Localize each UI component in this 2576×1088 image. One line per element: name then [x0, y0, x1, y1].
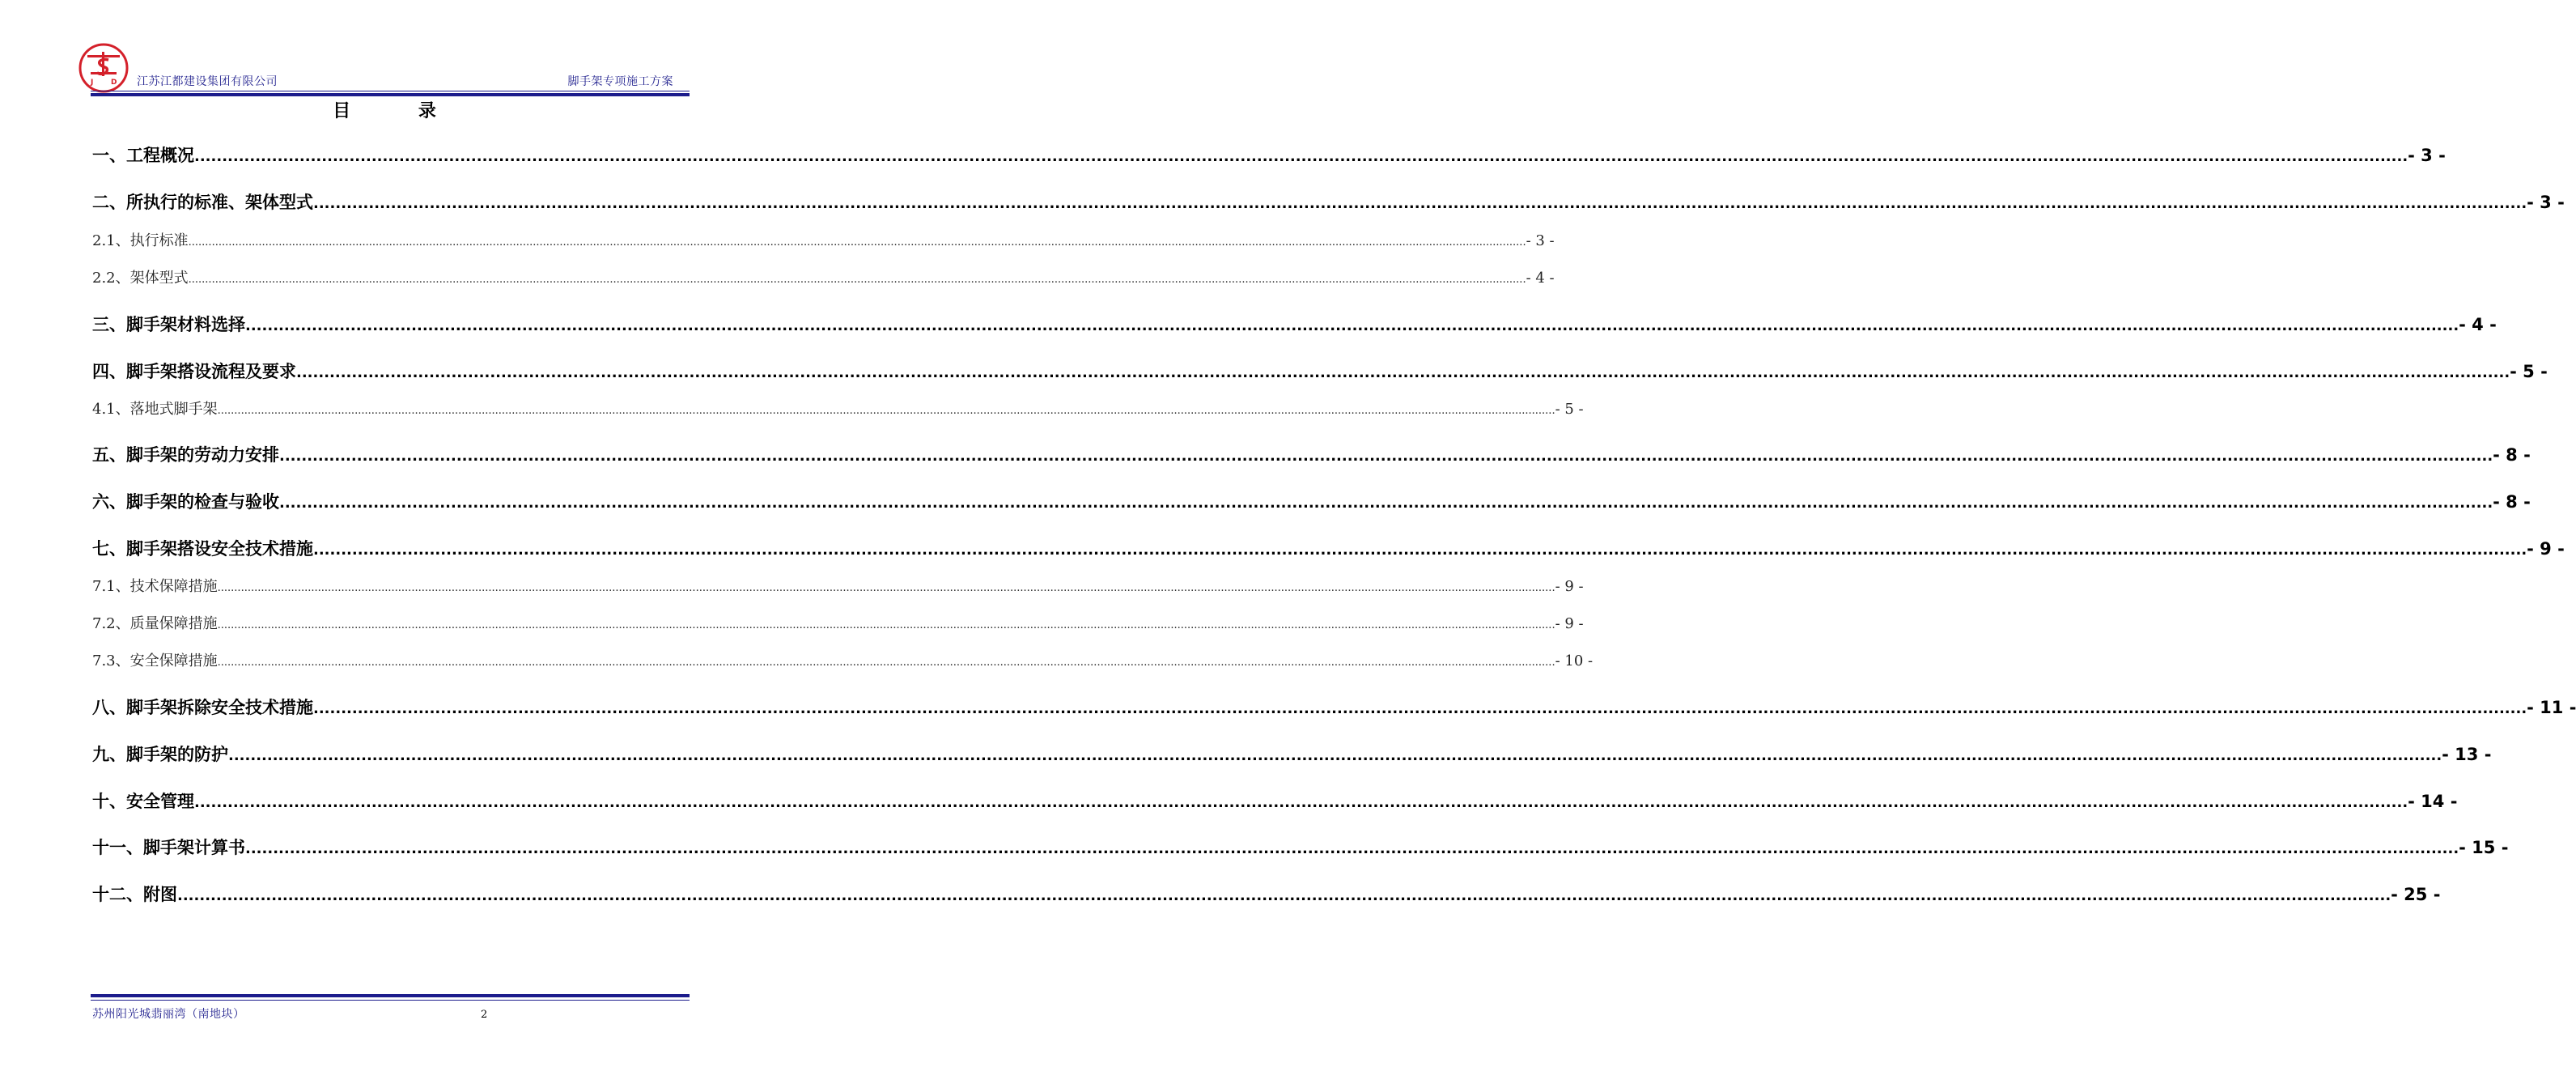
toc-entry-label: 九、脚手架的防护: [92, 745, 228, 764]
toc-entry-page: - 11 -: [2527, 698, 2576, 717]
toc-entry[interactable]: [92, 742, 2492, 766]
toc-entry[interactable]: [92, 189, 2565, 214]
toc-entry[interactable]: [92, 489, 2531, 513]
toc-entry[interactable]: [92, 312, 2497, 336]
toc-entry-page: - 13 -: [2442, 745, 2492, 764]
toc-leader-dots: ................................................................................................................................................................................................................................................................................................................................................................................................................: [217, 657, 1555, 669]
toc-entry[interactable]: [92, 649, 1594, 670]
toc-leader-dots: ................................................................................................................................................................................................................................................................................................................................................................................................................: [313, 195, 2527, 212]
toc-entry[interactable]: [92, 142, 2446, 167]
toc-entry-page: - 9 -: [2527, 539, 2565, 559]
toc-leader-dots: ................................................................................................................................................................................................................................................................................................................................................................................................................: [194, 148, 2408, 165]
toc-entry-label: 一、工程概况: [92, 146, 194, 165]
toc-entry-page: - 4 -: [1526, 270, 1555, 287]
toc-entry-label: 二、所执行的标准、架体型式: [92, 193, 313, 212]
toc-leader-dots: ................................................................................................................................................................................................................................................................................................................................................................................................................: [228, 747, 2442, 764]
toc-entry-label: 7.2、质量保障措施: [92, 615, 218, 632]
svg-text:J: J: [91, 79, 94, 87]
toc-entry-page: - 9 -: [1555, 578, 1584, 595]
toc-leader-dots: ................................................................................................................................................................................................................................................................................................................................................................................................................: [188, 236, 1526, 249]
page-footer: [91, 994, 690, 1026]
toc-leader-dots: ................................................................................................................................................................................................................................................................................................................................................................................................................: [177, 887, 2391, 904]
toc-entry[interactable]: [92, 397, 1584, 419]
toc-leader-dots: ................................................................................................................................................................................................................................................................................................................................................................................................................: [217, 619, 1555, 631]
toc-entry[interactable]: [92, 442, 2531, 466]
company-name: 江苏江都建设集团有限公司: [137, 75, 278, 88]
toc-entry-label: 五、脚手架的劳动力安排: [92, 445, 279, 465]
toc-leader-dots: ................................................................................................................................................................................................................................................................................................................................................................................................................: [194, 794, 2408, 811]
toc-entry-label: 四、脚手架搭设流程及要求: [92, 362, 296, 381]
toc-entry-label: 4.1、落地式脚手架: [92, 401, 218, 418]
toc-entry-page: - 3 -: [2527, 193, 2565, 212]
toc-entry-page: - 8 -: [2493, 445, 2531, 465]
toc-entry[interactable]: [92, 835, 2509, 859]
toc-leader-dots: ................................................................................................................................................................................................................................................................................................................................................................................................................: [296, 364, 2510, 381]
toc-leader-dots: ................................................................................................................................................................................................................................................................................................................................................................................................................: [313, 542, 2527, 559]
toc-entry-label: 7.3、安全保障措施: [92, 652, 218, 669]
toc-entry-page: - 4 -: [2459, 315, 2497, 334]
page-number: 2: [481, 1009, 488, 1021]
toc-entry-label: 2.2、架体型式: [92, 270, 189, 287]
toc-entry-page: - 3 -: [2408, 146, 2446, 165]
toc-entry-page: - 10 -: [1555, 652, 1594, 669]
toc-entry[interactable]: [92, 788, 2458, 813]
toc-entry-label: 十二、附图: [92, 885, 177, 904]
toc-entry-label: 六、脚手架的检查与验收: [92, 492, 279, 512]
toc-heading: 目 录: [333, 101, 467, 121]
toc-entry[interactable]: [92, 266, 1555, 287]
toc-leader-dots: ................................................................................................................................................................................................................................................................................................................................................................................................................: [188, 274, 1526, 286]
toc-entry-label: 三、脚手架材料选择: [92, 315, 245, 334]
toc-leader-dots: ................................................................................................................................................................................................................................................................................................................................................................................................................: [279, 448, 2493, 465]
toc-entry-label: 八、脚手架拆除安全技术措施: [92, 698, 313, 717]
toc-entry-page: - 9 -: [1555, 615, 1584, 632]
toc-entry-label: 2.1、执行标准: [92, 232, 189, 249]
toc-entry-page: - 5 -: [1555, 401, 1584, 418]
toc-entry[interactable]: [92, 359, 2548, 383]
toc-leader-dots: ................................................................................................................................................................................................................................................................................................................................................................................................................: [217, 582, 1555, 594]
toc-entry[interactable]: [92, 882, 2441, 906]
toc-leader-dots: ................................................................................................................................................................................................................................................................................................................................................................................................................: [217, 405, 1555, 417]
footer-rule: [91, 1000, 690, 1001]
document-title: 脚手架专项施工方案: [567, 75, 673, 88]
project-name: 苏州阳光城翡丽湾（南地块）: [92, 1008, 245, 1021]
footer-rule-thick: [91, 994, 690, 997]
toc-entry-label: 十、安全管理: [92, 792, 194, 811]
toc-entry-page: - 5 -: [2510, 362, 2548, 381]
toc-entry[interactable]: [92, 229, 1555, 250]
toc-entry-label: 7.1、技术保障措施: [92, 578, 218, 595]
toc-leader-dots: ................................................................................................................................................................................................................................................................................................................................................................................................................: [279, 495, 2493, 512]
header-rule-thick: [91, 93, 690, 96]
toc-entry-label: 七、脚手架搭设安全技术措施: [92, 539, 313, 559]
toc-entry[interactable]: [92, 575, 1584, 596]
toc-entry-page: - 3 -: [1526, 232, 1555, 249]
toc-entry[interactable]: [92, 695, 2576, 719]
toc-leader-dots: ................................................................................................................................................................................................................................................................................................................................................................................................................: [313, 700, 2527, 717]
toc-entry-page: - 8 -: [2493, 492, 2531, 512]
toc-entry[interactable]: [92, 536, 2565, 560]
toc-entry-page: - 14 -: [2408, 792, 2458, 811]
toc-entry-page: - 15 -: [2459, 838, 2509, 857]
svg-text:D: D: [111, 79, 117, 87]
toc-leader-dots: ................................................................................................................................................................................................................................................................................................................................................................................................................: [245, 840, 2459, 857]
company-logo: [78, 42, 129, 94]
toc-entry-page: - 25 -: [2391, 885, 2441, 904]
page-header: [78, 42, 690, 99]
toc-entry[interactable]: [92, 612, 1584, 633]
toc-leader-dots: ................................................................................................................................................................................................................................................................................................................................................................................................................: [245, 317, 2459, 334]
toc-entry-label: 十一、脚手架计算书: [92, 838, 245, 857]
